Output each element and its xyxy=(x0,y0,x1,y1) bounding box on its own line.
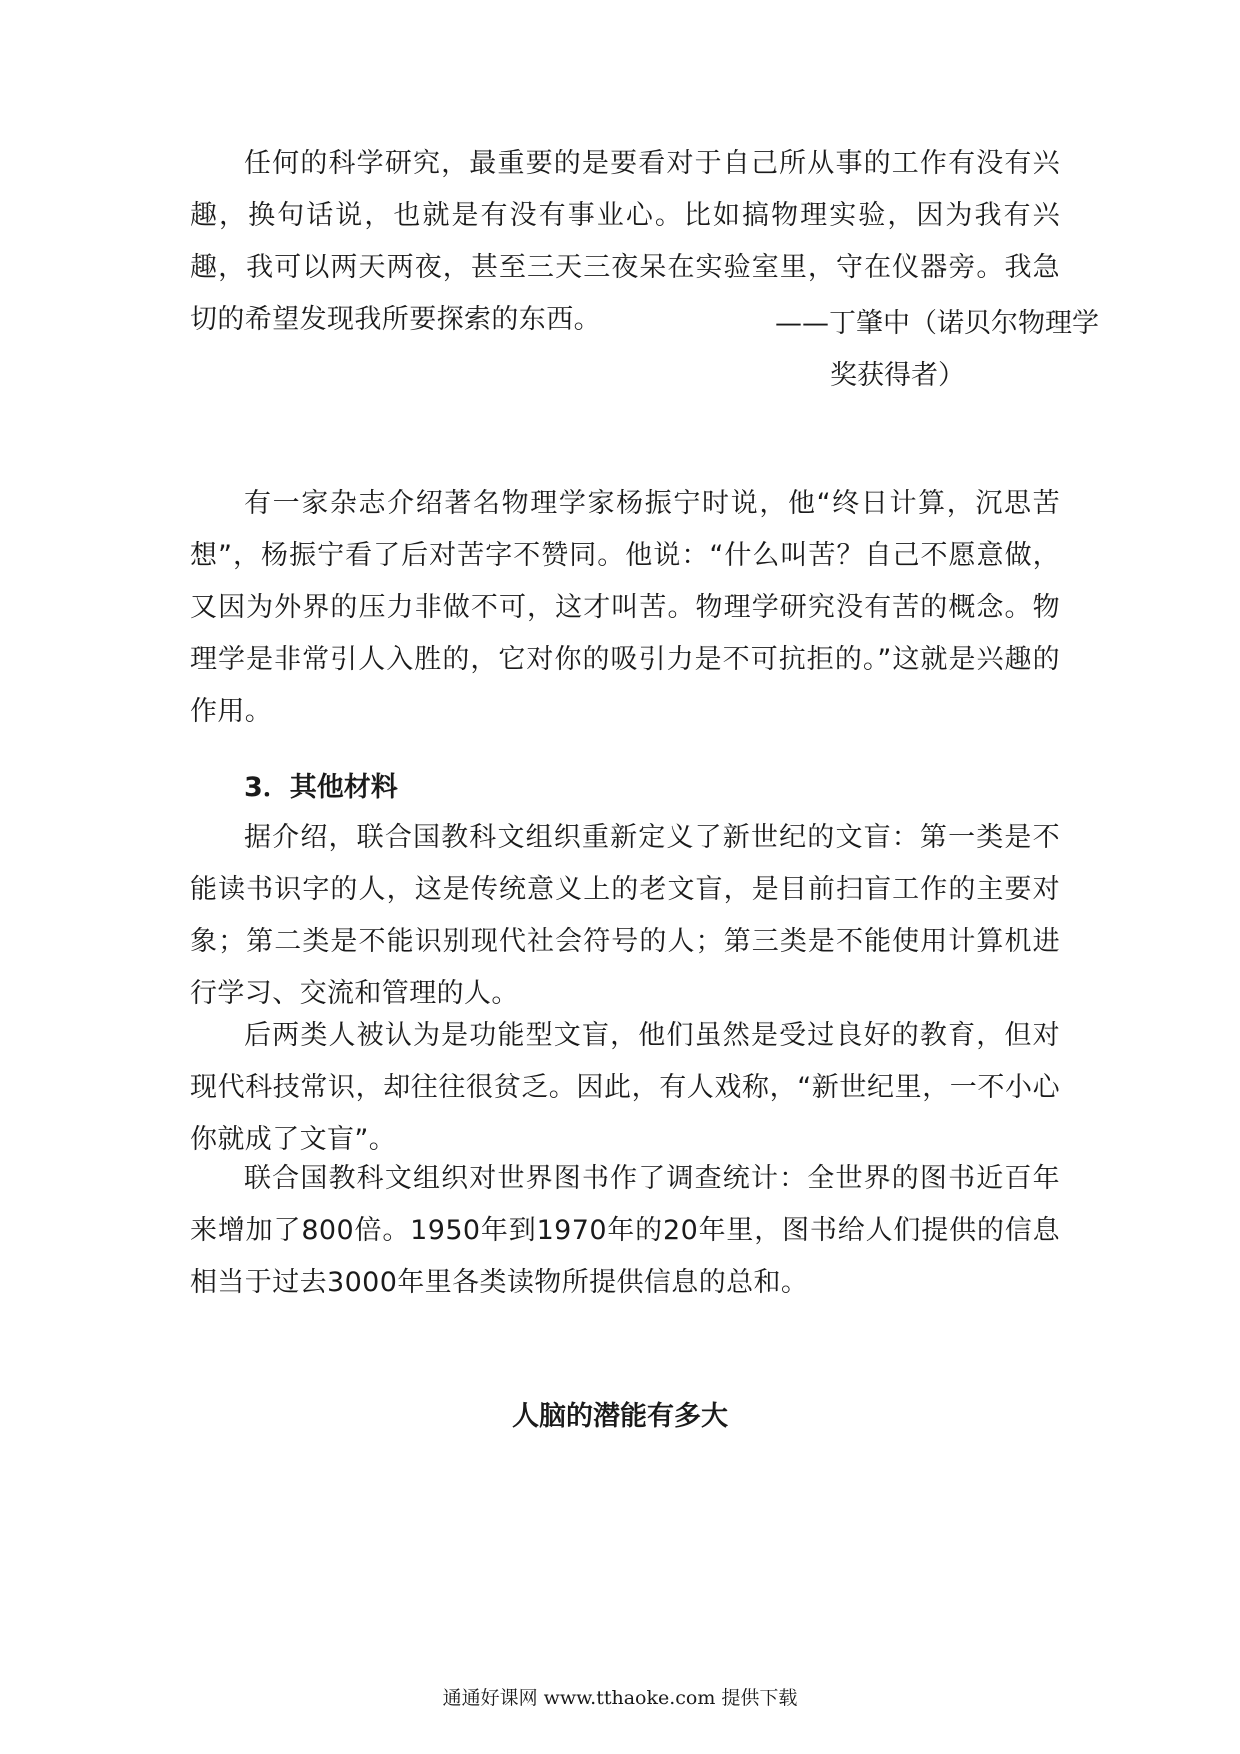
paragraph-illiteracy-definition: 据介绍，联合国教科文组织重新定义了新世纪的文盲：第一类是不能读书识字的人，这是传统意义上的老文盲，是目前扫盲工作的主要对象；第二类是不能识别现代社会符号的人；第三类是不能使用计算机进行学习、交流和管理的人。 xyxy=(190,822,1060,1009)
paragraph-functional-illiteracy: 后两类人被认为是功能型文盲，他们虽然是受过良好的教育，但对现代科技常识，却往往很贫乏。因此，有人戏称，“新世纪里，一不小心你就成了文盲”。 xyxy=(190,1020,1060,1155)
article-title-brain-potential: 人脑的潜能有多大 xyxy=(512,1401,728,1432)
paragraph-book-statistics: 联合国教科文组织对世界图书作了调查统计：全世界的图书近百年来增加了800倍。1950年到1970年的20年里，图书给人们提供的信息相当于过去3000年里各类读物所提供信息的总和。 xyxy=(190,1163,1060,1298)
section-heading-other-materials: 3．其他材料 xyxy=(244,772,398,803)
quote-paragraph-ding: 任何的科学研究，最重要的是要看对于自己所从事的工作有没有兴趣，换句话说，也就是有没有事业心。比如搞物理实验，因为我有兴趣，我可以两天两夜，甚至三天三夜呆在实验室里，守在仪器旁。我急切的希望发现我所要探索的东西。 xyxy=(190,148,1060,335)
attribution-line-1: ——丁肇中（诺贝尔物理学 xyxy=(775,308,1099,339)
paragraph-yang-zhenning: 有一家杂志介绍著名物理学家杨振宁时说，他“终日计算，沉思苦想”，杨振宁看了后对苦字不赞同。他说：“什么叫苦？自己不愿意做，又因为外界的压力非做不可，这才叫苦。物理学研究没有苦的概念。物理学是非常引人入胜的，它对你的吸引力是不可抗拒的。”这就是兴趣的作用。 xyxy=(190,488,1060,727)
attribution-line-2: 奖获得者） xyxy=(830,360,965,391)
page-footer-source: 通通好课网 www.tthaoke.com 提供下载 xyxy=(442,1687,798,1709)
